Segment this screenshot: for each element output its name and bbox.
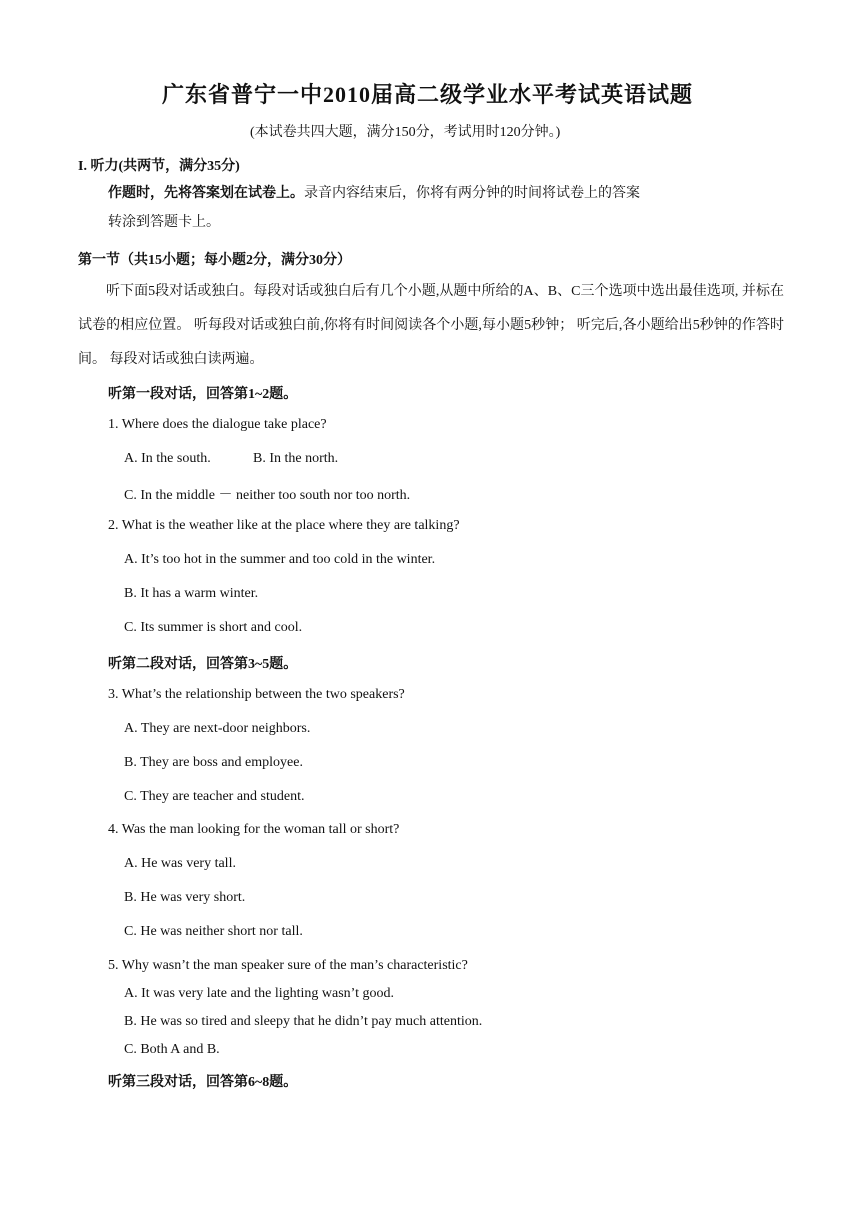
question-1-option-c: C. In the middle － neither too south nor too north.: [124, 488, 411, 503]
question-2-option-b: B. It has a warm winter.: [124, 586, 259, 601]
part1-instruction: [108, 182, 640, 202]
question-4-option-a: A. He was very tall.: [124, 856, 236, 871]
question-5: 5. Why wasn’t the man speaker sure of the man’s characteristic?: [108, 958, 468, 973]
part1-heading: I. 听力(共两节，满分35分): [78, 159, 240, 174]
instruction-bold-text: 作题时，先将答案划在试卷上。: [108, 186, 304, 201]
dialogue3-heading: 听第三段对话，回答第6~8题。: [108, 1075, 298, 1090]
page-title: 广东省普宁一中2010届高二级学业水平考试英语试题: [162, 82, 694, 107]
question-4: 4. Was the man looking for the woman tall or short?: [108, 822, 400, 837]
question-5-option-b: B. He was so tired and sleepy that he didn’t pay much attention.: [124, 1014, 483, 1029]
question-1-option-a: A. In the south.: [124, 451, 211, 466]
question-3-option-c: C. They are teacher and student.: [124, 789, 305, 804]
section1-paragraph: 听下面5段对话或独白。每段对话或独白后有几个小题,从题中所给的A、B、C三个选项中选出最佳选项, 并标在试卷的相应位置。 听每段对话或独白前,你将有时间阅读各个小题,每小题5秒钟； 听完后,各小题给出5秒钟的作答时间。 每段对话或独白读两遍。: [78, 284, 784, 367]
dialogue2-heading: 听第二段对话，回答第3~5题。: [108, 657, 298, 672]
question-4-option-b: B. He was very short.: [124, 890, 246, 905]
question-3-option-b: B. They are boss and employee.: [124, 755, 303, 770]
question-4-option-c: C. He was neither short nor tall.: [124, 924, 303, 939]
question-2-option-c: C. Its summer is short and cool.: [124, 620, 303, 635]
question-3-option-a: A. They are next-door neighbors.: [124, 721, 311, 736]
question-2-option-a: A. It’s too hot in the summer and too cold in the winter.: [124, 552, 436, 567]
question-3: 3. What’s the relationship between the two speakers?: [108, 687, 405, 702]
instruction-text: 录音内容结束后，你将有两分钟的时间将试卷上的答案: [304, 186, 640, 201]
question-2: 2. What is the weather like at the place where they are talking?: [108, 518, 460, 533]
question-1-option-b: B. In the north.: [253, 451, 339, 466]
page-subtitle: (本试卷共四大题，满分150分，考试用时120分钟。): [250, 125, 561, 140]
dialogue1-heading: 听第一段对话，回答第1~2题。: [108, 387, 298, 402]
part1-instruction-line2: 转涂到答题卡上。: [108, 215, 220, 230]
question-1: 1. Where does the dialogue take place?: [108, 417, 327, 432]
section1-heading: 第一节（共15小题；每小题2分，满分30分）: [78, 253, 351, 268]
question-5-option-a: A. It was very late and the lighting wasn’t good.: [124, 986, 394, 1001]
question-5-option-c: C. Both A and B.: [124, 1042, 220, 1057]
